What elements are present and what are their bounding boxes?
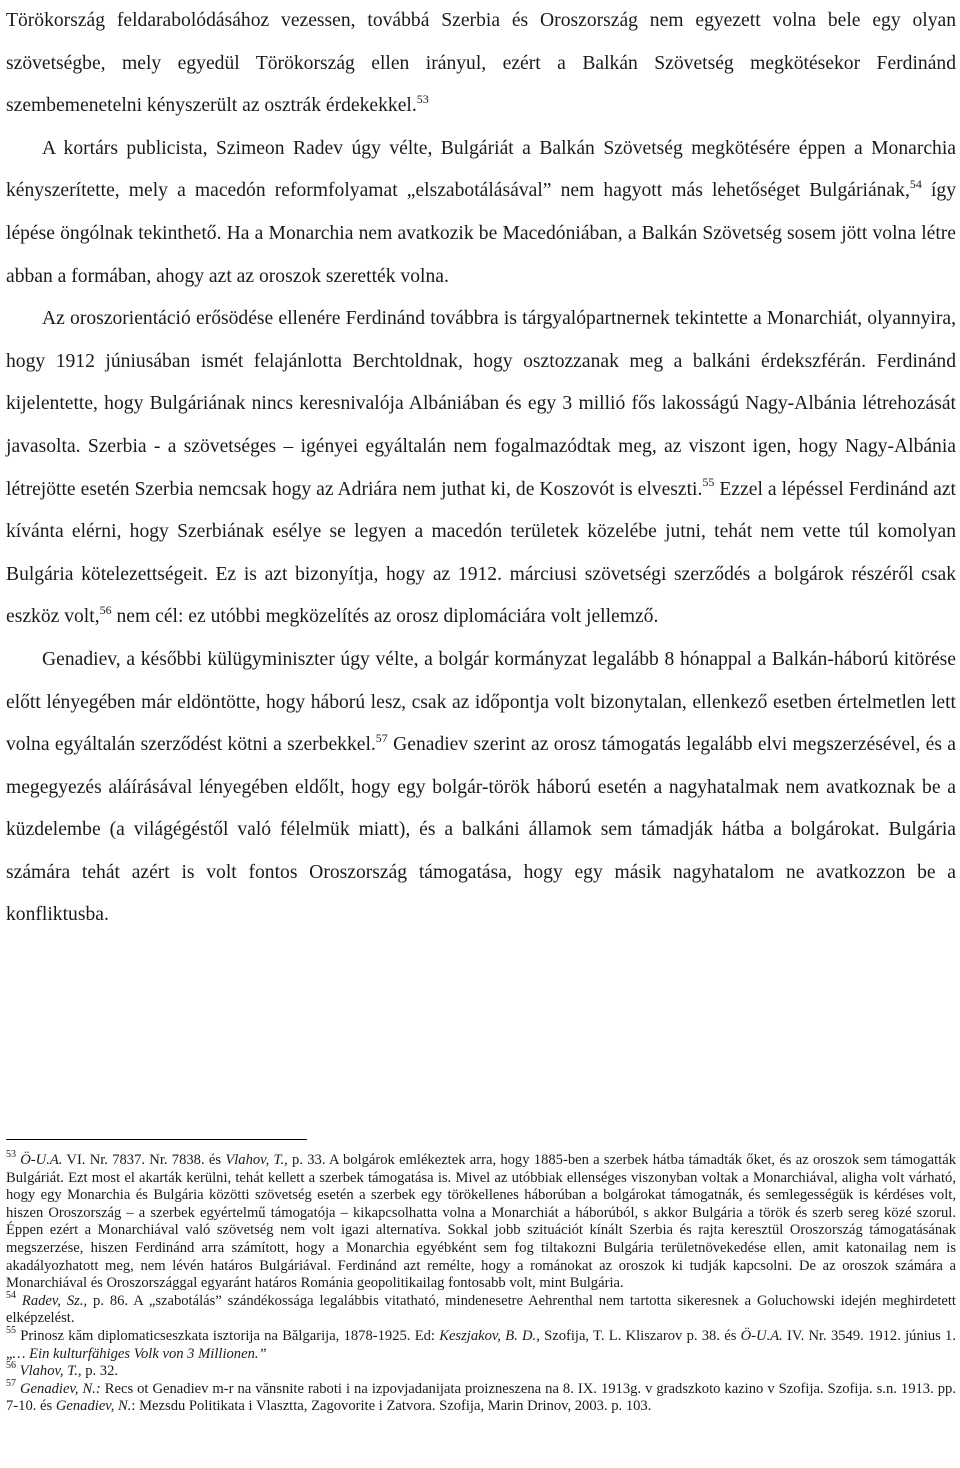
paragraph-3-text-b: Ezzel a lépéssel Ferdinánd azt kívánta elérni, hogy Szerbiának esélye se legyen a macedón területek közelébe jutni, tehát nem vette túl komolyan Bulgária kötelezettségeit. Ez is azt bizonyítja, hogy az 1912. márciusi szövetségi szerződés a bolgárok részéről csak eszköz volt, <box>6 478 956 628</box>
paragraph-3 <box>6 298 956 639</box>
footnote-text: , p. 32. <box>77 1363 119 1380</box>
footnote-ref-53[interactable]: 53 <box>416 91 429 106</box>
paragraph-1-text: Törökország feldarabolódásához vezessen, továbbá Szerbia és Oroszország nem egyezett volna bele egy olyan szövetségbe, mely egyedül Törökország ellen irányul, ezért a Balkán Szövetség megkötésekor Ferdinánd szembemenetelni kényszerült az osztrák érdekekkel. <box>6 10 956 117</box>
paragraph-4-text-a: Genadiev, a későbbi külügyminiszter úgy vélte, a bolgár kormányzat legalább 8 hónappal a Balkán-háború kitörése előtt lényegében már eldöntötte, hogy háború lesz, csak az időpontja volt bizonytalan, ellenkező esetben értelmetlen lett volna egyáltalán szerződést kötni a szerbekkel. <box>6 648 956 756</box>
footnote-citation: Genadiev, N. <box>55 1398 132 1415</box>
footnote-citation: Genadiev, N.: <box>20 1380 101 1397</box>
footnote-number: 56 <box>6 1360 16 1372</box>
footnote-text: Prinosz kăm diplomaticseszkata isztorija na Bălgarija, 1878-1925. Ed: <box>20 1327 440 1344</box>
footnote-number: 54 <box>6 1289 16 1301</box>
footnote-54 <box>6 1289 956 1328</box>
footnote-citation: Radev, Sz., <box>21 1292 88 1309</box>
footnote-citation: Vlahov, T. <box>19 1363 78 1380</box>
footnote-ref-57[interactable]: 57 <box>375 730 388 745</box>
footnote-number: 53 <box>6 1149 16 1161</box>
footnotes <box>6 1149 957 1416</box>
main-text <box>6 0 956 937</box>
document-page <box>6 0 956 937</box>
footnote-text: p. 86. A „szabotálás” szándékossága legalábbis vitatható, mindenesetre Aehrenthal nem tartotta sikeresnek a Goluchowski idején meghirdetett elképzelést. <box>6 1292 956 1327</box>
footnote-number: 55 <box>6 1325 16 1337</box>
paragraph-4-text-b: Genadiev szerint az orosz támogatás legalább elvi megszerzésével, és a megegyezés aláírásával lényegében eldőlt, hogy egy bolgár-török háború esetén a nagyhatalmak nem avatkoznak be a küzdelembe (a világégéstől való félelmük miatt), és a balkáni államok sem támadják hátba a bolgárokat. Bulgária számára tehát azért is volt fontos Oroszország támogatása, hogy egy másik nagyhatalom ne avatkozzon be a konfliktusba. <box>6 734 956 926</box>
footnote-citation: Ö-U.A. <box>20 1152 63 1168</box>
footnote-ref-54[interactable]: 54 <box>909 176 922 191</box>
footnote-55 <box>6 1325 956 1363</box>
paragraph-2-text-b: így lépése öngólnak tekinthető. Ha a Monarchia nem avatkozik be Macedóniában, a Balkán Szövetség sosem jött volna létre abban a formában, ahogy azt az oroszok szerették volna. <box>6 180 957 287</box>
footnote-text: VI. Nr. 7837. Nr. 7838. és <box>62 1152 226 1168</box>
footnote-text: Recs ot Genadiev m-r na vănsnite raboti i na izpovjadanijata proizneszena na 8. IX. 1913g. v gradszkoto kazino v Szofija. Szofija. s.n. 1913. pp. 7-10. és <box>6 1380 956 1415</box>
footnote-text: : Mezsdu Politikata i Vlasztta, Zagovorite i Zatvora. Szofija, Marin Drinov, 2003. p. 103. <box>131 1398 652 1415</box>
footnote-citation: Keszjakov, B. D. <box>439 1327 537 1344</box>
footnote-text: , Szofija, T. L. Kliszarov p. 38. és <box>536 1327 741 1344</box>
footnote-ref-55[interactable]: 55 <box>702 475 715 489</box>
paragraph-3-text-a: Az oroszorientáció erősödése ellenére Ferdinánd továbbra is tárgyalópartnernek tekintette a Monarchiát, olyannyira, hogy 1912 júniusában ismét felajánlotta Berchtoldnak, hogy osztozzanak meg a balkáni érdekszférán. Ferdinánd kijelentette, hogy Bulgáriának nincs keresnivalója Albániában és egy 3 millió fős lakosságú Nagy-Albánia létrehozását javasolta. Szerbia - a szövetséges – igényei egyáltalán nem fogalmazódtak meg, az viszont igen, hogy Nagy-Albánia létrejötte esetén Szerbia nemcsak hogy az Adriára nem juthat ki, de Koszovót is elveszti. <box>6 308 956 500</box>
footnote-53 <box>6 1149 957 1293</box>
paragraph-4 <box>6 639 956 937</box>
paragraph-3-text-c: nem cél: ez utóbbi megközelítés az orosz diplomáciára volt jellemző. <box>111 606 659 628</box>
paragraph-2 <box>6 128 956 298</box>
footnote-ref-56[interactable]: 56 <box>99 602 112 617</box>
footnote-57 <box>6 1377 956 1416</box>
paragraph-1 <box>6 0 956 128</box>
footnote-number: 57 <box>6 1377 16 1389</box>
footnote-citation: Ö-U.A. <box>740 1327 783 1344</box>
footnote-56 <box>6 1360 956 1381</box>
footnote-text: IV. Nr. 3549. 1912. június 1. „ <box>6 1327 956 1362</box>
paragraph-2-text-a: A kortárs publicista, Szimeon Radev úgy vélte, Bulgáriát a Balkán Szövetség megkötésére éppen a Monarchia kényszerítette, mely a macedón reformfolyamat „elszabotálásával” nem hagyott más lehetőséget Bulgáriának, <box>6 137 956 202</box>
footnote-citation: … Ein kulturfähiges Volk von 3 Millionen.” <box>12 1345 267 1362</box>
footnote-text: , p. 33. A bolgárok emlékeztek arra, hogy 1885-ben a szerbek hátba támadták őket, és az oroszok sem támogatták Bulgáriát. Ezt most el akarták kerülni, tehát kellett a szerbek támogatása is. Mivel az utóbbiak ellenséges viszonyban voltak a Monarchiával, aligha volt várható, hogy egy Monarchia és Bulgária közötti szövetség esetén a szerbek egy törökellenes háborúban a bolgárokat támogatnák, és semlegességük is kérdéses volt, hiszen Oroszország – a szerbek egyértelmű támogatója – kikapcsolhatta volna a Monarchiát a háborúból, s akkor Bulgária a török és szerb sereg közé szorul. Éppen ezért a Monarchiával való szövetség nem volt igazi alternatíva. Sokkal jobb szituációt kínált Szerbia és rajta keresztül Oroszország támogatásának megszerzése, hiszen Ferdinánd arra számított, hogy a Monarchia egyébként sem fog tiltakozni Bulgária területnövekedése ellen, amit katonailag nem is akadályozhatott meg, nem lévén határos Bulgáriával. Ferdinánd azt remélte, hogy a románokat az oroszok ki tudják kapcsolni. De az oroszok számára a Monarchiával és Oroszországgal egyaránt határos Románia geopolitikailag fontosabb volt, mint Bulgária. <box>6 1152 957 1292</box>
footnote-citation: Vlahov, T. <box>225 1152 285 1168</box>
footnote-separator <box>6 1139 307 1140</box>
